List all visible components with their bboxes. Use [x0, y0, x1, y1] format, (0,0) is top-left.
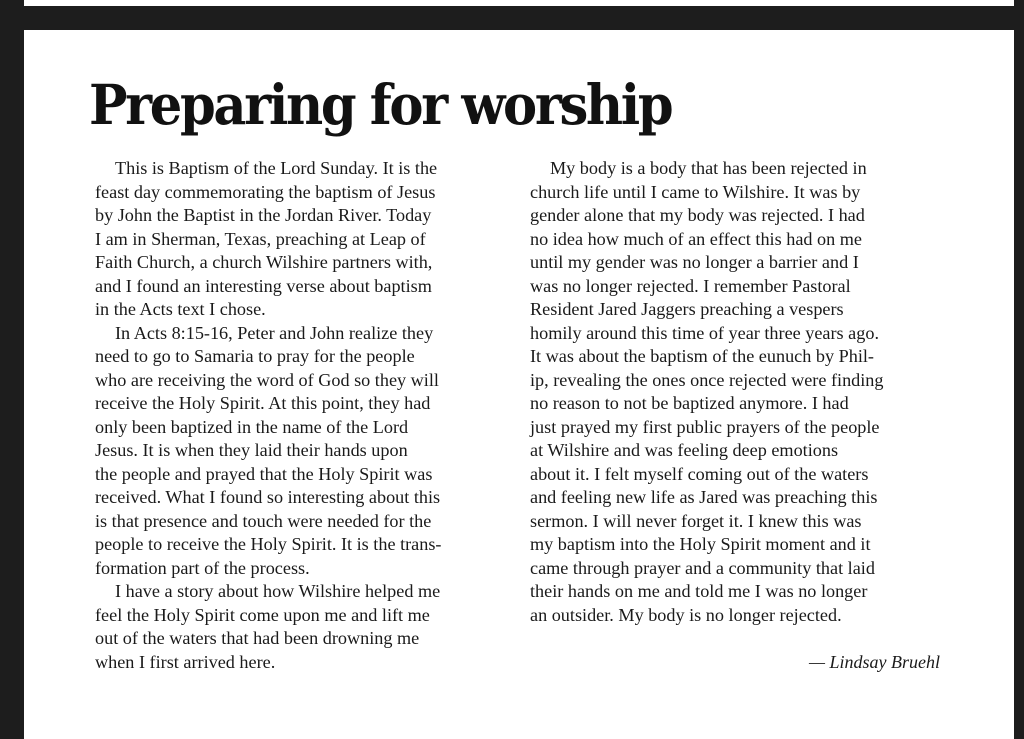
text-line: This is Baptism of the Lord Sunday. It is the: [115, 158, 438, 178]
text-line: people to receive the Holy Spirit. It is the trans-: [95, 534, 442, 554]
text-line: Faith Church, a church Wilshire partners with,: [95, 252, 433, 272]
text-line: It was about the baptism of the eunuch by Phil-: [530, 346, 874, 366]
text-line: and I found an interesting verse about baptism: [95, 275, 432, 296]
text-line: Jesus. It is when they laid their hands upon: [95, 440, 408, 460]
text-line: who are receiving the word of God so they will: [95, 369, 439, 390]
text-line: the people and prayed that the Holy Spirit was: [95, 463, 433, 484]
text-line: gender alone that my body was rejected. I had: [530, 205, 865, 225]
text-line: just prayed my first public prayers of the people: [530, 416, 880, 437]
author-signature: — Lindsay Bruehl: [808, 652, 940, 672]
text-line: feel the Holy Spirit come upon me and lift me: [95, 604, 430, 625]
text-line: I am in Sherman, Texas, preaching at Leap of: [95, 228, 426, 249]
text-line: need to go to Samaria to pray for the people: [95, 346, 415, 366]
right-column: [530, 157, 942, 627]
text-line: and feeling new life as Jared was preaching this: [530, 487, 878, 507]
text-line: only been baptized in the name of the Lord: [95, 416, 409, 437]
left-column: [95, 157, 505, 674]
text-line: came through prayer and a community that laid: [530, 557, 875, 578]
text-line: out of the waters that had been drowning me: [95, 628, 420, 648]
text-line: their hands on me and told me I was no longer: [530, 581, 868, 601]
text-line: an outsider. My body is no longer rejected.: [530, 604, 842, 625]
article-headline: Preparing for worship: [89, 72, 672, 137]
text-line: about it. I felt myself coming out of the waters: [530, 463, 869, 484]
text-line: In Acts 8:15-16, Peter and John realize they: [115, 322, 434, 343]
text-line: Resident Jared Jaggers preaching a vespers: [530, 299, 844, 319]
text-line: is that presence and touch were needed for the: [95, 510, 432, 531]
text-line: sermon. I will never forget it. I knew this was: [530, 510, 862, 531]
page-top-edge: [24, 0, 1014, 6]
text-line: homily around this time of year three years ago.: [530, 322, 879, 343]
text-line: by John the Baptist in the Jordan River. Today: [95, 205, 432, 225]
text-line: feast day commemorating the baptism of Jesus: [95, 181, 436, 202]
text-line: received. What I found so interesting about this: [95, 487, 441, 507]
text-line: church life until I came to Wilshire. It was by: [530, 181, 861, 202]
text-line: at Wilshire and was feeling deep emotions: [530, 440, 839, 460]
text-line: in the Acts text I chose.: [95, 299, 266, 319]
text-line: until my gender was no longer a barrier and I: [530, 252, 859, 272]
text-line: no reason to not be baptized anymore. I had: [530, 393, 849, 413]
text-line: formation part of the process.: [95, 557, 310, 578]
text-line: receive the Holy Spirit. At this point, they had: [95, 393, 431, 413]
text-line: My body is a body that has been rejected in: [550, 158, 867, 178]
text-line: my baptism into the Holy Spirit moment and it: [530, 534, 871, 554]
text-line: I have a story about how Wilshire helped me: [115, 581, 441, 601]
text-line: was no longer rejected. I remember Pastoral: [530, 275, 851, 296]
text-line: when I first arrived here.: [95, 651, 276, 672]
text-line: ip, revealing the ones once rejected were finding: [530, 369, 884, 390]
text-line: no idea how much of an effect this had on me: [530, 228, 862, 249]
